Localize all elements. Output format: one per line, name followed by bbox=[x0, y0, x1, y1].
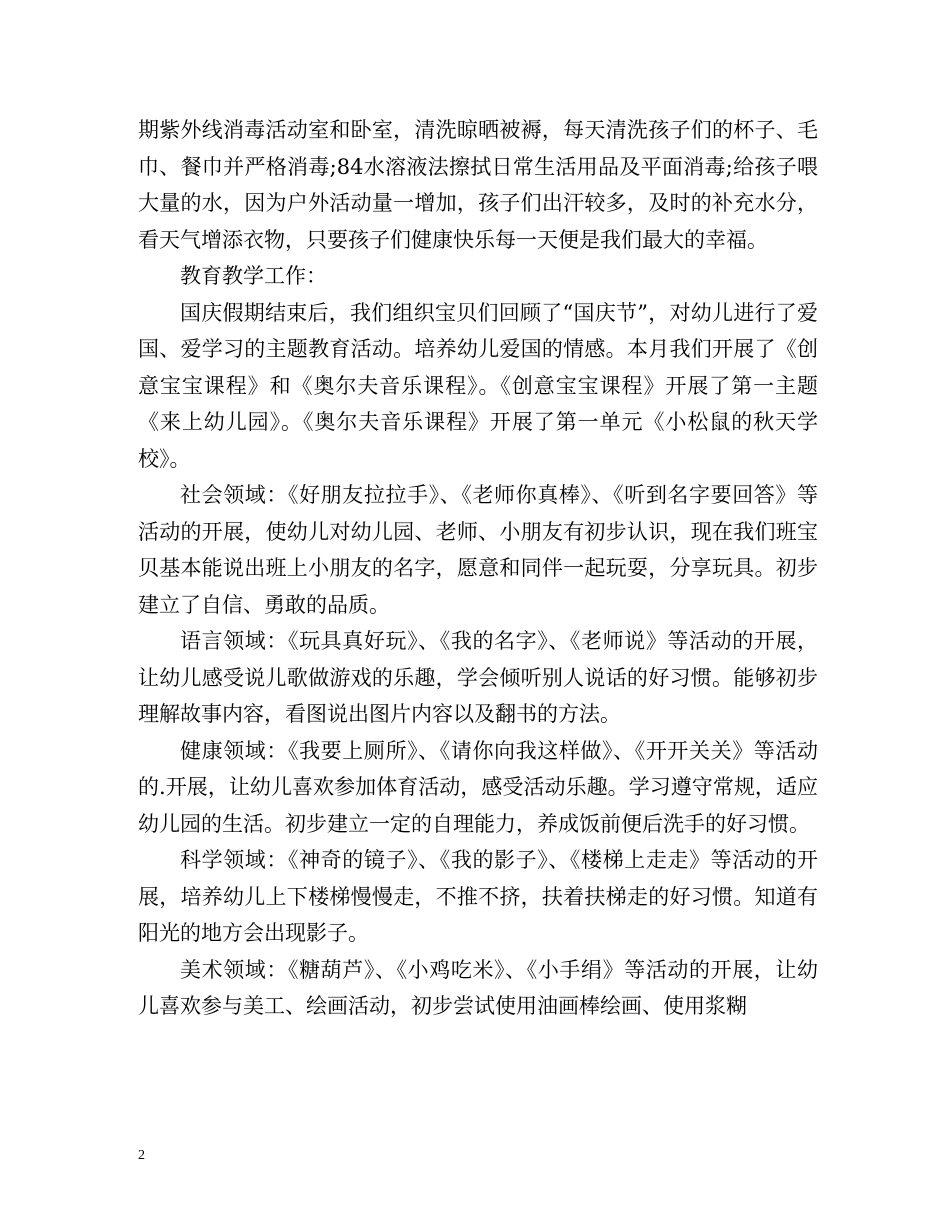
paragraph-language-domain: 语言领域：《玩具真好玩》、《我的名字》、《老师说》等活动的开展，让幼儿感受说儿歌做游戏的乐趣，学会倾听别人说话的好习惯。能够初步理解故事内容，看图说出图片内容以及翻书的方法。 bbox=[138, 629, 818, 726]
page-number: 2 bbox=[138, 1148, 145, 1163]
paragraph-science-domain: 科学领域：《神奇的镜子》、《我的影子》、《楼梯上走走》等活动的开展，培养幼儿上下楼梯慢慢走，不推不挤，扶着扶梯走的好习惯。知道有阳光的地方会出现影子。 bbox=[138, 848, 818, 945]
paragraph-social-domain: 社会领域：《好朋友拉拉手》、《老师你真棒》、《听到名字要回答》等活动的开展，使幼儿对幼儿园、老师、小朋友有初步认识，现在我们班宝贝基本能说出班上小朋友的名字，愿意和同伴一起玩耍，分享玩具。初步建立了自信、勇敢的品质。 bbox=[138, 483, 818, 617]
paragraph-national-day: 国庆假期结束后，我们组织宝贝们回顾了“国庆节”，对幼儿进行了爱国、爱学习的主题教育活动。培养幼儿爱国的情感。本月我们开展了《创意宝宝课程》和《奥尔夫音乐课程》。《创意宝宝课程》开展了第一主题《来上幼儿园》。《奥尔夫音乐课程》开展了第一单元《小松鼠的秋天学校》。 bbox=[138, 300, 818, 471]
paragraph-art-domain: 美术领域：《糖葫芦》、《小鸡吃米》、《小手绢》等活动的开展，让幼儿喜欢参与美工、绘画活动，初步尝试使用油画棒绘画、使用浆糊 bbox=[138, 957, 818, 1018]
body-text bbox=[138, 112, 818, 1025]
section-heading-teaching: 教育教学工作： bbox=[180, 264, 327, 288]
paragraph-health-domain: 健康领域：《我要上厕所》、《请你向我这样做》、《开开关关》等活动的.开展，让幼儿喜欢参加体育活动，感受活动乐趣。学习遵守常规，适应幼儿园的生活。初步建立一定的自理能力，养成饭前便后洗手的好习惯。 bbox=[138, 738, 818, 836]
paragraph-hygiene-continued: 期紫外线消毒活动室和卧室，清洗晾晒被褥，每天清洗孩子们的杯子、毛巾、餐巾并严格消毒;84水溶液法擦拭日常生活用品及平面消毒;给孩子喂大量的水，因为户外活动量一增加，孩子们出汗较多，及时的补充水分，看天气增添衣物，只要孩子们健康快乐每一天便是我们最大的幸福。 bbox=[138, 118, 818, 252]
